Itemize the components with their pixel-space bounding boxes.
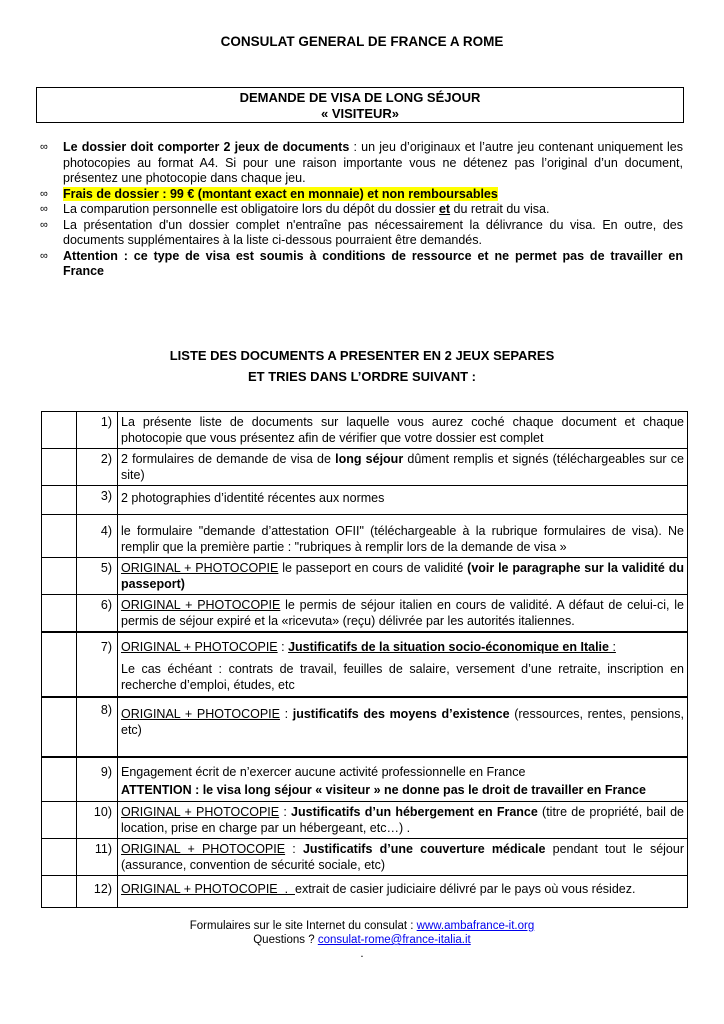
row-description [118, 876, 688, 908]
table-row [42, 876, 688, 908]
row-description [118, 757, 688, 802]
bullet-icon: ∞ [40, 249, 48, 262]
row-number: 8) [77, 697, 118, 757]
bullet-icon: ∞ [40, 218, 48, 231]
row-number: 10) [77, 802, 118, 839]
checkbox-cell[interactable] [42, 449, 77, 486]
row-text: le passeport en cours de validité [278, 561, 468, 575]
checkbox-cell[interactable] [42, 697, 77, 757]
row-description [118, 515, 688, 558]
instructions-list [38, 140, 683, 280]
row-number: 3) [77, 486, 118, 515]
row-text: : [608, 640, 616, 654]
original-photocopy-label: ORIGINAL + PHOTOCOPIE [121, 805, 280, 819]
row-number: 4) [77, 515, 118, 558]
original-photocopy-label: ORIGINAL + PHOTOCOPIE [121, 598, 281, 612]
row-text: 2 formulaires de demande de visa de [121, 452, 336, 466]
checkbox-cell[interactable] [42, 558, 77, 595]
footer [0, 919, 724, 961]
original-photocopy-label: ORIGINAL + PHOTOCOPIE [121, 561, 279, 575]
documents-table [41, 411, 688, 908]
row-description [118, 839, 688, 876]
table-row [42, 697, 688, 757]
row-number: 5) [77, 558, 118, 595]
checkbox-cell[interactable] [42, 839, 77, 876]
instruction-item [38, 140, 683, 187]
row-text: (ressources, rentes, pensions, etc) [121, 707, 684, 737]
row-description [118, 632, 688, 697]
row-bold: long séjour [335, 452, 404, 466]
row-bold: justificatifs des moyens d’existence [292, 707, 510, 721]
bullet-icon: ∞ [40, 203, 48, 215]
row-text: dûment remplis et signés (téléchargeables sur ce site) [121, 452, 684, 482]
row-number: 11) [77, 839, 118, 876]
checkbox-cell[interactable] [42, 595, 77, 633]
table-row [42, 595, 688, 633]
row-text: (titre de propriété, bail de location, prise en charge par un hébergeant, etc…) . [121, 805, 684, 835]
bullet-icon: ∞ [40, 187, 48, 200]
instruction-item [38, 202, 683, 218]
table-row [42, 558, 688, 595]
checkbox-cell[interactable] [42, 802, 77, 839]
checkbox-cell[interactable] [42, 486, 77, 515]
row-description [118, 412, 688, 449]
table-row [42, 802, 688, 839]
table-row [42, 839, 688, 876]
row-number: 7) [77, 632, 118, 697]
form-title-line1: DEMANDE DE VISA DE LONG SÉJOUR [239, 90, 481, 105]
row-text: La présente liste de documents sur laquelle vous aurez coché chaque document et chaque photocopie que vous présentez afin de vérifier que votre dossier est complet [121, 415, 684, 445]
list-title-line2: ET TRIES DANS L’ORDRE SUIVANT : [248, 369, 476, 384]
website-link[interactable]: www.ambafrance-it.org [416, 920, 535, 932]
list-title-line1: LISTE DES DOCUMENTS A PRESENTER EN 2 JEUX SEPARES [169, 348, 555, 363]
table-row [42, 515, 688, 558]
row-text: : [285, 842, 303, 856]
attention-line: ATTENTION : le visa long séjour « visiteur » ne donne pas le droit de travailler en France [121, 783, 646, 797]
row-text: : [277, 640, 289, 654]
row-bold: Justificatifs d’un hébergement en France [291, 805, 538, 819]
instruction-text: La présentation d'un dossier complet n'entraîne pas nécessairement la délivrance du visa. En outre, des documents supplémentaires à la liste ci-dessous pourraient être demandés. [63, 217, 683, 247]
row-text: : [279, 707, 293, 721]
footer-text: Questions ? [253, 934, 318, 946]
footer-text: Formulaires sur le site Internet du consulat : [189, 920, 417, 932]
row-number: 9) [77, 757, 118, 802]
footer-line2 [0, 933, 724, 947]
original-photocopy-label: ORIGINAL + PHOTOCOPIE [121, 842, 286, 856]
row-text: extrait de casier judiciaire délivré par le pays où vous résidez. [295, 882, 636, 896]
checkbox-cell[interactable] [42, 757, 77, 802]
original-photocopy-label: ORIGINAL + PHOTOCOPIE [121, 640, 278, 654]
row-detail: Le cas échéant : contrats de travail, feuilles de salaire, versement d’une retraite, inscription en recherche d’emploi, études, etc [121, 662, 684, 692]
original-photocopy-label: ORIGINAL + PHOTOCOPIE [121, 707, 280, 721]
row-number: 1) [77, 412, 118, 449]
instruction-item [38, 187, 683, 203]
footer-line1 [0, 919, 724, 933]
row-line [121, 639, 684, 655]
checkbox-cell[interactable] [42, 412, 77, 449]
table-row [42, 412, 688, 449]
form-title-line2: « VISITEUR» [320, 106, 400, 121]
instruction-underline: et [438, 202, 451, 216]
checkbox-cell[interactable] [42, 515, 77, 558]
checkbox-cell[interactable] [42, 876, 77, 908]
row-number: 2) [77, 449, 118, 486]
row-bold: (voir le paragraphe sur la validité du passeport) [121, 561, 684, 591]
footer-dot: . [360, 948, 364, 960]
instruction-bold: Le dossier doit comporter 2 jeux de documents [63, 140, 350, 154]
fees-highlight: Frais de dossier : 99 € (montant exact en monnaie) et non remboursables [63, 186, 498, 201]
email-link[interactable]: consulat-rome@france-italia.it [317, 934, 471, 946]
table-row [42, 486, 688, 515]
row-number: 6) [77, 595, 118, 633]
row-number: 12) [77, 876, 118, 908]
bullet-icon: ∞ [40, 141, 48, 153]
original-photocopy-label: ORIGINAL + PHOTOCOPIE . [121, 882, 295, 896]
instruction-text: : un jeu d’originaux et l’autre jeu contenant uniquement les photocopies au format A4. Si pour une raison importante vous ne détenez pas l’original d’un document, présentez une photocopie dans chaque jeu. [63, 140, 684, 185]
row-text: pendant tout le séjour (assurance, convention de sécurité sociale, etc) [121, 842, 684, 872]
form-title-box [36, 87, 684, 123]
row-text: le formulaire "demande d’attestation OFII" (téléchargeable à la rubrique formulaires de visa). Ne remplir que la première partie : "rubriques à remplir lors de la demande de visa » [121, 524, 684, 554]
row-text: le permis de séjour italien en cours de validité. A défaut de celui-ci, le permis de séjour expiré et la «ricevuta» (reçu) délivrée par les autorités italiennes. [121, 598, 684, 628]
row-text: : [279, 805, 292, 819]
row-line: Engagement écrit de n’exercer aucune activité professionnelle en France [121, 765, 526, 779]
row-bold: Justificatifs d’une couverture médicale [302, 842, 546, 856]
documents-list-title [0, 345, 724, 387]
table-row [42, 449, 688, 486]
row-description [118, 449, 688, 486]
checkbox-cell[interactable] [42, 632, 77, 697]
instruction-text: La comparution personnelle est obligatoire lors du dépôt du dossier [63, 202, 439, 216]
table-row [42, 757, 688, 802]
instruction-item [38, 249, 683, 280]
table-row [42, 632, 688, 697]
row-description [118, 802, 688, 839]
consulate-heading: CONSULAT GENERAL DE FRANCE A ROME [220, 34, 504, 49]
instruction-item [38, 218, 683, 249]
instruction-text: du retrait du visa. [450, 202, 550, 216]
row-description [118, 558, 688, 595]
row-text: 2 photographies d’identité récentes aux normes [121, 491, 385, 505]
row-bold: Justificatifs de la situation socio-économique en Italie [288, 640, 609, 654]
row-description [118, 486, 688, 515]
row-description [118, 697, 688, 757]
attention-text: Attention : ce type de visa est soumis à conditions de ressource et ne permet pas de travailler en France [63, 248, 683, 278]
row-description [118, 595, 688, 633]
